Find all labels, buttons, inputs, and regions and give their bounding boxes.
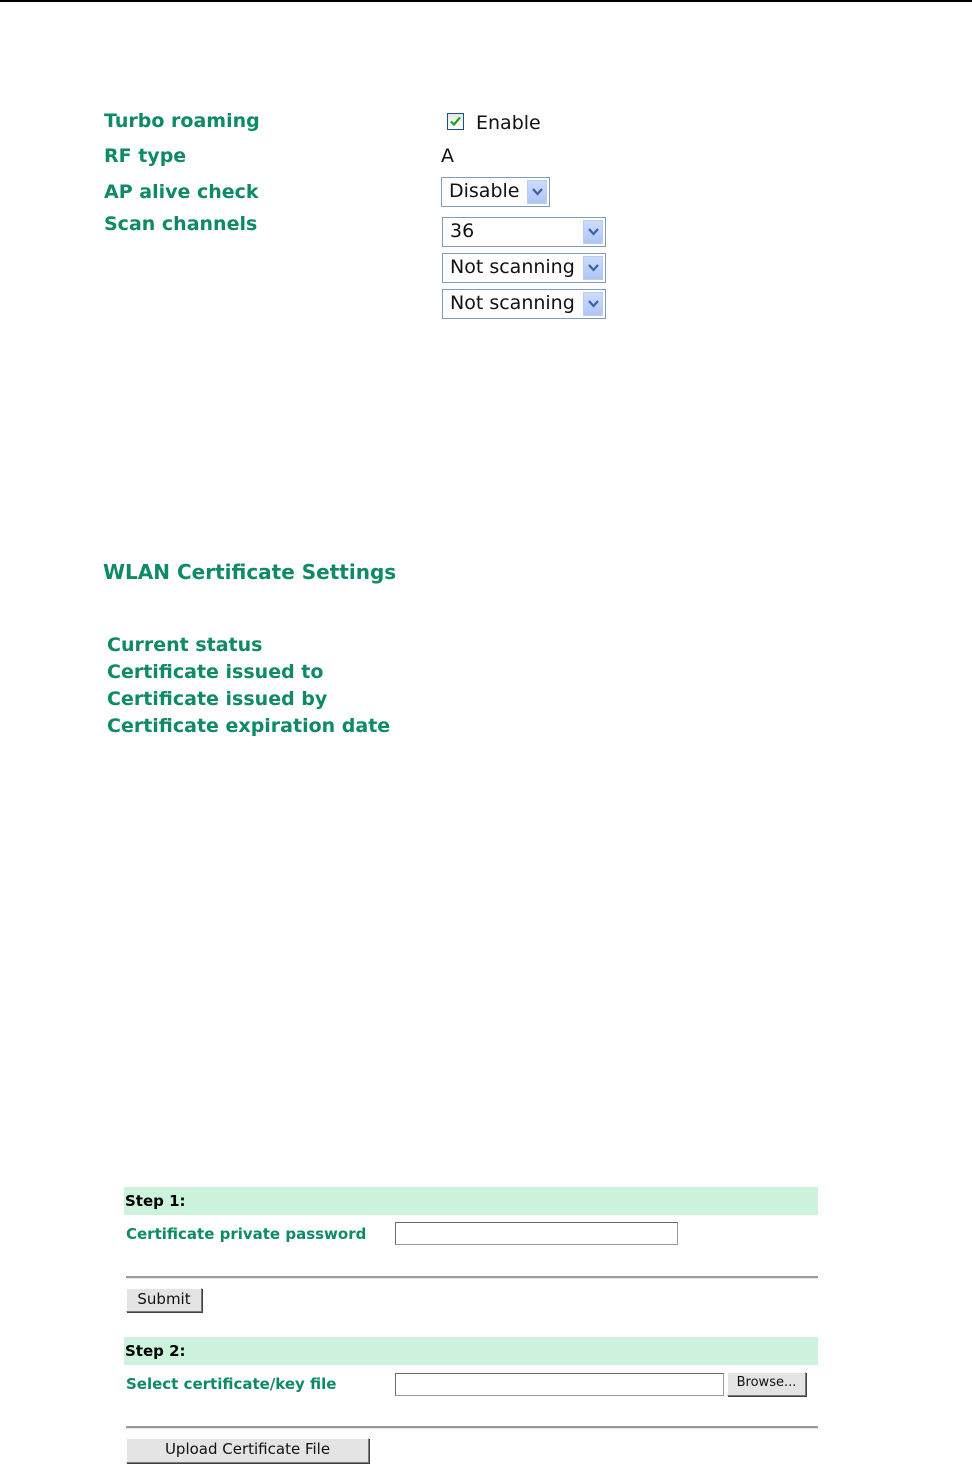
top-divider xyxy=(0,0,972,2)
step1-header xyxy=(124,1187,818,1215)
current-status-label: Current status xyxy=(107,634,263,656)
rf-type-value: A xyxy=(441,145,454,167)
certificate-settings-heading: WLAN Certificate Settings xyxy=(103,560,397,584)
upload-certificate-button[interactable]: Upload Certificate File xyxy=(126,1438,369,1463)
submit-button[interactable]: Submit xyxy=(126,1288,202,1312)
scan-channel-select-2[interactable] xyxy=(442,253,606,283)
certificate-file-input[interactable] xyxy=(395,1373,724,1396)
chevron-down-icon[interactable] xyxy=(583,256,603,280)
scan-channel-value-3: Not scanning xyxy=(450,292,575,314)
chevron-down-icon[interactable] xyxy=(527,180,547,204)
chevron-down-icon[interactable] xyxy=(583,292,603,316)
scan-channel-select-1[interactable] xyxy=(442,217,606,247)
browse-button[interactable]: Browse... xyxy=(727,1372,806,1396)
scan-channels-label: Scan channels xyxy=(104,213,258,235)
checkmark-icon xyxy=(449,115,462,128)
rf-type-label: RF type xyxy=(104,145,187,167)
step2-header xyxy=(124,1337,818,1365)
divider xyxy=(126,1276,818,1279)
step1-title: Step 1: xyxy=(125,1192,186,1210)
turbo-roaming-enable-label: Enable xyxy=(476,112,541,134)
scan-channel-select-3[interactable] xyxy=(442,289,606,319)
certificate-file-label: Select certificate/key file xyxy=(126,1375,337,1393)
turbo-roaming-label: Turbo roaming xyxy=(104,110,260,132)
turbo-roaming-checkbox[interactable] xyxy=(447,113,464,130)
scan-channel-value-2: Not scanning xyxy=(450,256,575,278)
certificate-expiration-date-label: Certificate expiration date xyxy=(107,715,391,737)
ap-alive-check-value: Disable xyxy=(449,180,520,202)
chevron-down-icon[interactable] xyxy=(583,220,603,244)
certificate-password-input[interactable] xyxy=(395,1222,678,1245)
certificate-issued-to-label: Certificate issued to xyxy=(107,661,324,683)
divider xyxy=(126,1426,818,1429)
certificate-issued-by-label: Certificate issued by xyxy=(107,688,328,710)
certificate-password-label: Certificate private password xyxy=(126,1225,367,1243)
step2-title: Step 2: xyxy=(125,1342,186,1360)
scan-channel-value-1: 36 xyxy=(450,220,475,242)
ap-alive-check-label: AP alive check xyxy=(104,181,259,203)
ap-alive-check-select[interactable] xyxy=(441,177,550,207)
